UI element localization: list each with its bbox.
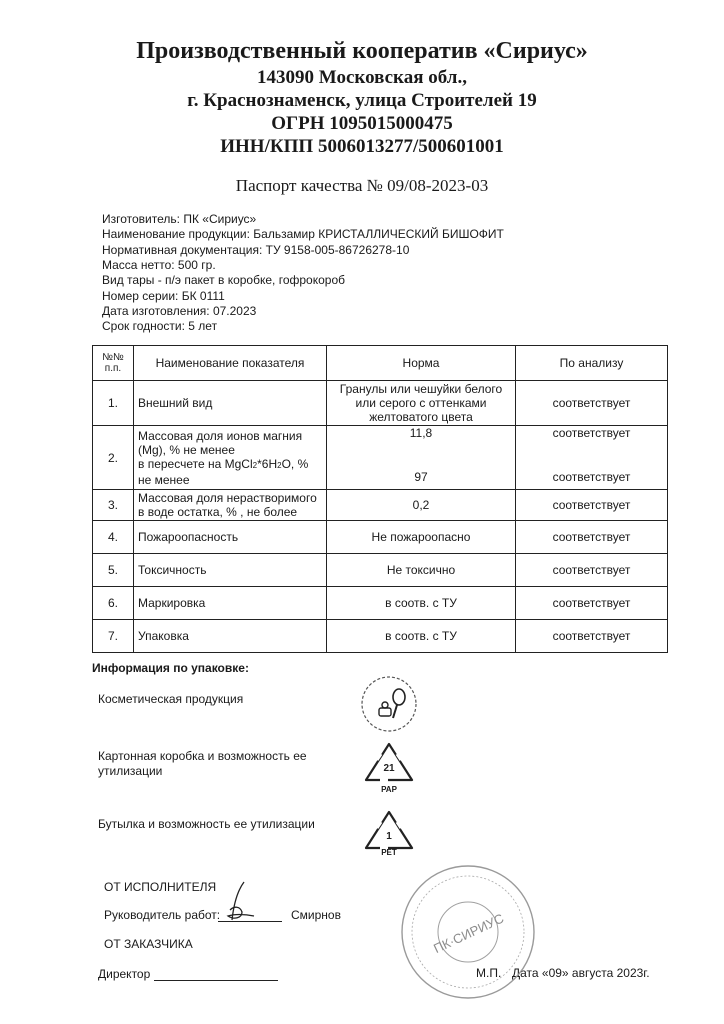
info-manufacture-date: Дата изготовления: 07.2023 — [102, 304, 257, 318]
row-norm — [327, 426, 516, 490]
pap-code: 21 — [383, 763, 395, 774]
row-name — [134, 426, 327, 490]
manager-signature — [220, 880, 260, 931]
row-num: 4. — [93, 521, 134, 554]
document-date: Дата «09» августа 2023г. — [512, 966, 650, 980]
header-num: №№ п.п. — [93, 346, 134, 381]
address-line-1: 143090 Московская обл., — [257, 67, 467, 88]
info-product-name: Наименование продукции: Бальзамир КРИСТАЛЛИЧЕСКИЙ БИШОФИТ — [102, 227, 504, 241]
row-name: Токсичность — [134, 554, 327, 587]
row-result: соответствует — [516, 587, 668, 620]
table-row — [93, 426, 668, 490]
row-name: Пожароопасность — [134, 521, 327, 554]
row-norm: в соотв. с ТУ — [327, 587, 516, 620]
row-result: соответствует — [516, 620, 668, 653]
info-series-number: Номер серии: БК 0111 — [102, 289, 225, 303]
row-norm: Не пожароопасно — [327, 521, 516, 554]
row-num: 7. — [93, 620, 134, 653]
row-norm: в соотв. с ТУ — [327, 620, 516, 653]
recycle-pap-icon — [360, 740, 418, 791]
manager-name: Смирнов — [291, 908, 341, 922]
info-packaging-type: Вид тары - п/э пакет в коробке, гофрокороб — [102, 273, 345, 287]
packaging-cosmetic-text: Косметическая продукция — [98, 692, 244, 706]
table-row — [93, 587, 668, 620]
row-name-line-2: в пересчете на MgCl2*6H2O, % не менее — [138, 456, 309, 487]
row-norm-2: 97 — [414, 470, 428, 484]
row-norm: Гранулы или чешуйки белого или серого с оттенками желтоватого цвета — [327, 381, 516, 426]
header-norm: Норма — [327, 346, 516, 381]
header-name: Наименование показателя — [134, 346, 327, 381]
document-title: Паспорт качества № 09/08-2023-03 — [235, 176, 489, 195]
row-result — [516, 426, 668, 490]
customer-title: ОТ ЗАКАЗЧИКА — [104, 937, 193, 951]
row-name: Внешний вид — [134, 381, 327, 426]
row-result: соответствует — [516, 490, 668, 521]
table-row — [93, 521, 668, 554]
pet-label: PET — [381, 848, 397, 857]
manager-label: Руководитель работ: — [104, 908, 221, 922]
row-num: 3. — [93, 490, 134, 521]
ogrn: ОГРН 1095015000475 — [271, 113, 453, 134]
row-name-line-1: Массовая доля ионов магния (Mg), % не менее — [138, 428, 303, 457]
quality-table — [92, 345, 668, 653]
pap-label: PAP — [381, 785, 397, 794]
row-num: 5. — [93, 554, 134, 587]
row-result: соответствует — [516, 521, 668, 554]
director-label: Директор — [98, 967, 151, 981]
table-row — [93, 554, 668, 587]
row-name: Массовая доля нерастворимого в воде остатка, % , не более — [134, 490, 327, 521]
row-result-2: соответствует — [552, 470, 631, 484]
info-manufacturer: Изготовитель: ПК «Сириус» — [102, 212, 257, 226]
pet-code: 1 — [386, 831, 392, 842]
table-row — [93, 620, 668, 653]
row-num: 2. — [93, 426, 134, 490]
row-name: Маркировка — [134, 587, 327, 620]
organization-name: Производственный кооператив «Сириус» — [136, 38, 588, 64]
packaging-title: Информация по упаковке: — [92, 661, 249, 675]
table-row — [93, 381, 668, 426]
executor-title: ОТ ИСПОЛНИТЕЛЯ — [104, 880, 217, 894]
row-result-1: соответствует — [552, 426, 631, 440]
mp-label: М.П. — [476, 966, 502, 980]
packaging-carton-text: Картонная коробка и возможность ее утилизации — [98, 749, 307, 778]
row-name: Упаковка — [134, 620, 327, 653]
info-shelf-life: Срок годности: 5 лет — [102, 319, 218, 333]
stamp-center-text: ПК·СИРИУС — [431, 910, 507, 957]
info-normative-doc: Нормативная документация: ТУ 9158-005-86726278-10 — [102, 243, 410, 257]
director-signature-line — [154, 980, 278, 981]
header-result: По анализу — [516, 346, 668, 381]
table-header-row — [93, 346, 668, 381]
company-stamp — [398, 862, 538, 1007]
address-line-2: г. Краснознаменск, улица Строителей 19 — [187, 90, 537, 111]
row-result: соответствует — [516, 381, 668, 426]
row-norm: 0,2 — [327, 490, 516, 521]
cosmetic-symbol-icon — [359, 674, 419, 739]
table-row — [93, 490, 668, 521]
row-result: соответствует — [516, 554, 668, 587]
row-num: 1. — [93, 381, 134, 426]
info-net-mass: Масса нетто: 500 гр. — [102, 258, 216, 272]
row-norm: Не токсично — [327, 554, 516, 587]
packaging-bottle-text: Бутылка и возможность ее утилизации — [98, 817, 315, 831]
row-norm-1: 11,8 — [409, 426, 433, 440]
inn-kpp: ИНН/КПП 5006013277/500601001 — [220, 136, 504, 157]
row-num: 6. — [93, 587, 134, 620]
